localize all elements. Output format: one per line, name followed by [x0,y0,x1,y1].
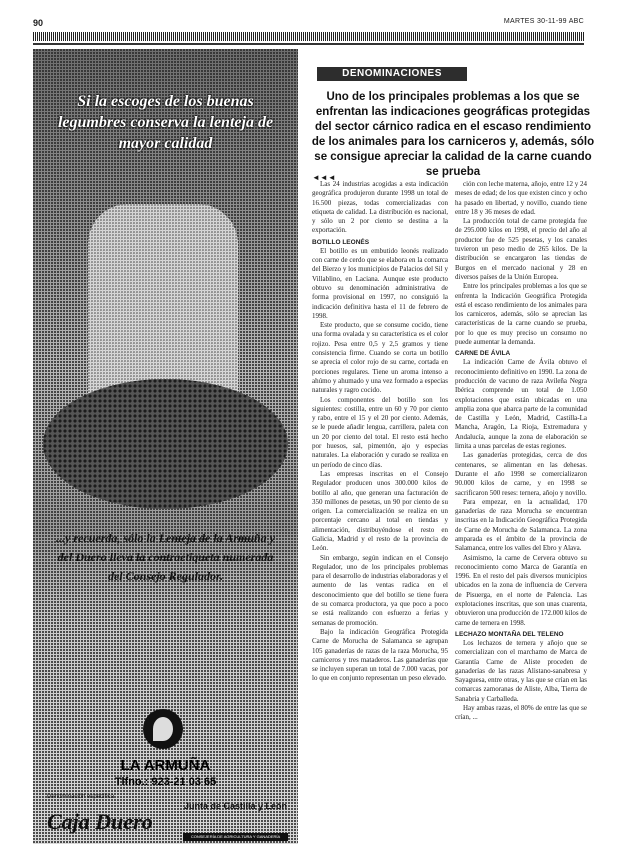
section-banner: DENOMINACIONES [317,67,467,81]
paragraph: Entre los principales problemas a los que se enfrenta la Indicación Geográfica Protegida está el escaso rendimiento de los animales para los carniceros, además, sólo se aprecian las características de la carne cuando se prueba, por lo que es muy preciso un consumo no puede aumentar la demanda. [455,282,587,347]
advertisement [33,49,298,844]
lentils-pile-image [43,379,288,509]
paragraph: La indicación Carne de Ávila obtuvo el reconocimiento definitivo en 1990. La zona de producción de vacuno de raza Avileña Negra Ibérica comprende un total de 1.050 explotaciones que están ubicadas en una amplia zona que abarca parte de la comunidad de Castilla y León, Madrid, Castilla-La Mancha, Aragón, La Rioja, Extremadura y Andalucía, aunque la zona de elaboración se limita a unas parcelas de estas regiones. [455,358,587,451]
ad-company-name: LA ARMUÑA [120,757,211,774]
page-number: 90 [33,18,44,28]
company-logo-icon [143,709,183,749]
ad-headline: Si la escoges de los buenas legumbres conserva la lenteja de mayor calidad [57,93,274,152]
ad-footer-note: Denominación específica [47,794,115,800]
paragraph: Las empresas inscritas en el Consejo Regulador producen unos 300.000 kilos de botillo al año, que generan una facturación de 350 millones de pesetas, un 90 por ciento de su origen. La comercialización se realiza en un porcentaje cercano al total en tiendas y alimentación, distribuyéndose el resto en Galicia, Madrid y el resto de la provincia de León. [312,469,448,553]
paragraph: Los componentes del botillo son los siguientes: costilla, entre un 60 y 70 por ciento y rabo, entre el 15 y el 20 por ciento. Además, se le puede añadir lengua, carrillera, paleta con un 20 por ciento del total. El resto está hecho por huesos, sal, pimentón, ajo y especias naturales. La elaboración y curado se realiza en un período de cinco días. [312,395,448,469]
junta-logo-text: Junta de Castilla y León [183,801,288,811]
subhead: LECHAZO MONTAÑA DEL TELENO [455,630,564,638]
paragraph: Este producto, que se consume cocido, tiene una forma ovalada y su característica es el color rojizo. Pesa entre 0,5 y 2,5 gramos y tiene consistencia firme. Cuando se corta un botillo se aprecia el color rojo de su carne, cortada en porciones regulares. Tiene un aroma intenso a ahúmo y ahumado y una vez formado a especias naturales y ragro cocido. [312,321,448,395]
subhead: BOTILLO LEONÉS [312,238,370,246]
article-deck: Uno de los principales problemas a los que se enfrentan las indicaciones geográficas protegidas del sector cárnico radica en el escaso rendimiento de los animales para los carniceros y, además, sólo se consigue apreciar la calidad de la carne cuando se prueba [311,91,595,178]
page-date: MARTES 30-11-99 ABC [503,18,584,25]
paragraph: Las 24 industrias acogidas a esta indicación geográfica produjeron durante 1998 un total de 16.500 piezas, todas comercializadas con etiqueta de calidad. La distribución es nacional, y sólo un 2 por ciento se destina a la exportación. [312,180,448,235]
consejeria-strip: CONSEJERÍA DE AGRICULTURA Y GANADERÍA [183,833,288,841]
article-column-2 [455,180,587,845]
arrows-icon: ◄◄◄ [312,173,336,182]
header-rule [33,32,584,41]
paragraph: La producción total de carne protegida fue de 295.000 kilos en 1998, el precio del año al productor fue de 525 pesetas, y los canales tuvieron un peso medio de 265 kilos. De la distribución se encargaron las tiendas de Burgos en el mercado nacional y 28 en diversos países de la Unión Europea. [455,217,587,281]
paragraph: Asimismo, la carne de Cervera obtuvo su reconocimiento como Marca de Garantía en 1996. En el resto del país diversos municipios ubicados en la zona de influencia de Cervera de Pisuerga, en el norte de Palencia. Las explotaciones inscritas, que son unas cuarenta, obtuvieron una producción de 172.000 kilos de carne de ternera en 1998. [455,553,587,627]
ad-phone: Tlfno.: 923-21 03 65 [114,776,217,788]
paragraph: Hay ambas razas, el 80% de entre las que se crían, ... [455,704,587,722]
subhead: CARNE DE ÁVILA [455,350,511,358]
article-column-1 [312,180,448,845]
ad-tagline: ...y recuerda, sólo la Lenteja de la Armuña y del Duero lleva la contraetiqueta numerada del Consejo Regulador. [56,531,275,583]
paragraph: Sin embargo, según indican en el Consejo Regulador, uno de los principales problemas para el desarrollo de industrias elaboradoras y el aumento de las ventas radica en el desconocimiento que del botillo se tiene fuera de su comarca productora, ya que poco a poco se está realizando con esfuerzo a ferias y semanas de promoción. [312,553,448,627]
paragraph: Bajo la indicación Geográfica Protegida Carne de Morucha de Salamanca se agrupan 105 ganaderías de razas de la raza Morucha, 95 carniceros y tres mataderos. Las ganaderías que se incluyen superan un total de 7.000 vacas, por lo que en conjunto representan un peso elevado. [312,627,448,683]
paragraph: Las ganaderías protegidas, cerca de dos centenares, se alimentan en las dehesas. Durante el año 1998 se comercializaron 90.000 kilos de carne, y en 1998 se sacrificaron 500 reses: ternera, añojo y novillo. [455,451,587,497]
paragraph: El botillo es un embutido leonés realizado con carne de cerdo que se elabora en la comarca del Bierzo y los municipios de Palacios del Sil y Villablino, en Laciana. Aunque este producto obtuvo su denominación administrativa de forma provisional en 1997, no consiguió la indicación definitiva hasta el 11 de febrero de 1998. [312,246,448,320]
paragraph: Para empezar, en la actualidad, 170 ganaderías de raza Morucha se encuentran inscritas en la Indicación Geográfica Protegida de Carne de Morucha de Salamanca. La zona amparada es el ámbito de la provincia de Salamanca, entre los valles del Ebro y Alava. [455,497,587,553]
caja-duero-logo: Caja Duero [47,809,153,834]
paragraph: ción con leche materna, añojo, entre 12 y 24 meses de edad; de los que existen cinco y ocho ha pasado en libertad, y novillo, cuando tiene entre 18 y 36 meses de edad. [455,180,587,216]
paragraph: Los lechazos de ternera y añojo que se comercializan con el marchamo de Marca de Garantía Carne de Aliste proceden de ganaderías de las razas Alistano-sanabresa y Sayaguesa, entre otras, y las que se crían en las comarcas zamoranas de Aliste, Alba, Tierra de Sanabria y Carballeda. [455,638,587,703]
header-rule-thin [33,43,584,45]
